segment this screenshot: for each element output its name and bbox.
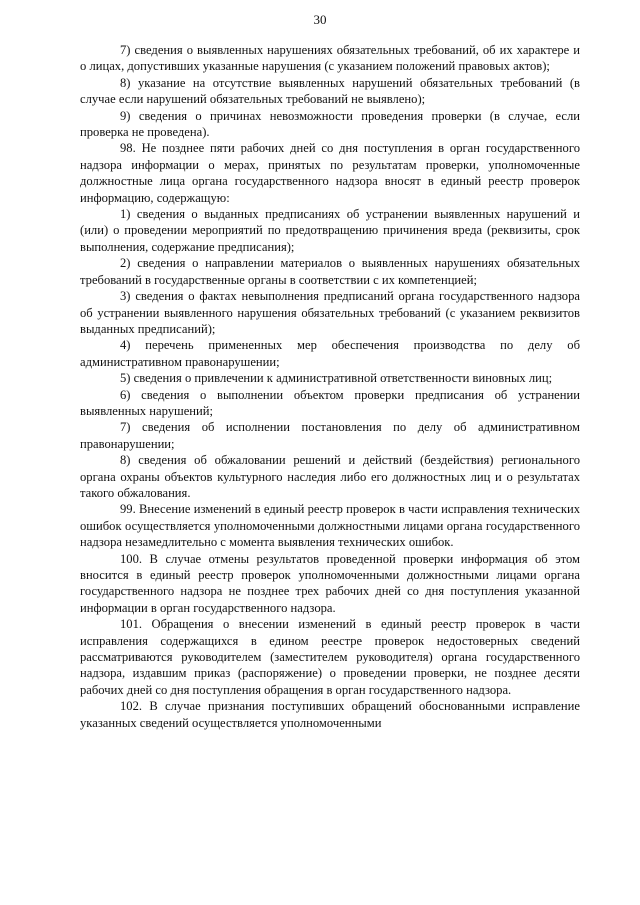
paragraph-98: 98. Не позднее пяти рабочих дней со дня поступления в орган государственного надзора информации о мерах, принятых по результатам проверки, уполномоченные должностные лица органа государственного надзора вносят в единый реестр проверок информацию, содержащую: [80, 141, 580, 205]
paragraph-98-item-4: 4) перечень примененных мер обеспечения производства по делу об административном правонарушении; [80, 338, 580, 369]
paragraph-item-7: 7) сведения о выявленных нарушениях обязательных требований, об их характере и о лицах, допустивших указанные нарушения (с указанием положений правовых актов); [80, 43, 580, 74]
paragraph-102: 102. В случае признания поступивших обращений обоснованными исправление указанных сведений осуществляется уполномоченными [80, 699, 580, 730]
paragraph-98-item-7: 7) сведения об исполнении постановления по делу об административном правонарушении; [80, 420, 580, 451]
paragraph-item-8: 8) указание на отсутствие выявленных нарушений обязательных требований (в случае если нарушений обязательных требований не выявлено); [80, 75, 580, 107]
paragraph-100: 100. В случае отмены результатов проведенной проверки информация об этом вносится в единый реестр проверок уполномоченными должностными лицами органа государственного надзора не позднее трех рабочих дней со дня поступления указанной информации в орган государственного надзора. [80, 551, 580, 615]
page-number: 30 [313, 12, 327, 27]
paragraph-101: 101. Обращения о внесении изменений в единый реестр проверок в части исправления содержащихся в едином реестре проверок недостоверных сведений рассматриваются руководителем (заместителем руководителя) органа государственного надзора, издавшим приказ (распоряжение) о проведении проверки, не позднее десяти рабочих дней со дня поступления обращения в орган государственного надзора. [80, 617, 580, 697]
paragraph-98-item-3: 3) сведения о фактах невыполнения предписаний органа государственного надзора об устранении выявленного нарушения обязательных требований (с указанием реквизитов выданных предписаний); [80, 289, 580, 336]
document-body [80, 42, 580, 731]
paragraph-98-item-8: 8) сведения об обжаловании решений и действий (бездействия) регионального органа охраны объектов культурного наследия либо его должностных лиц и о результатах такого обжалования. [80, 453, 580, 500]
paragraph-98-item-2: 2) сведения о направлении материалов о выявленных нарушениях обязательных требований в государственные органы в соответствии с их компетенцией; [80, 256, 580, 287]
paragraph-98-item-5: 5) сведения о привлечении к административной ответственности виновных лиц; [120, 371, 553, 386]
paragraph-98-item-6: 6) сведения о выполнении объектом проверки предписания об устранении выявленных нарушений; [80, 387, 580, 418]
paragraph-98-item-1: 1) сведения о выданных предписаниях об устранении выявленных нарушений и (или) о проведении мероприятий по предотвращению причинения вреда (реквизиты, срок выполнения, содержание предписания); [80, 207, 580, 254]
paragraph-99: 99. Внесение изменений в единый реестр проверок в части исправления технических ошибок осуществляется уполномоченными должностными лицами органа государственного надзора незамедлительно с момента выявления технических ошибок. [80, 502, 580, 550]
paragraph-item-9: 9) сведения о причинах невозможности проведения проверки (в случае, если проверка не проведена). [80, 108, 580, 140]
